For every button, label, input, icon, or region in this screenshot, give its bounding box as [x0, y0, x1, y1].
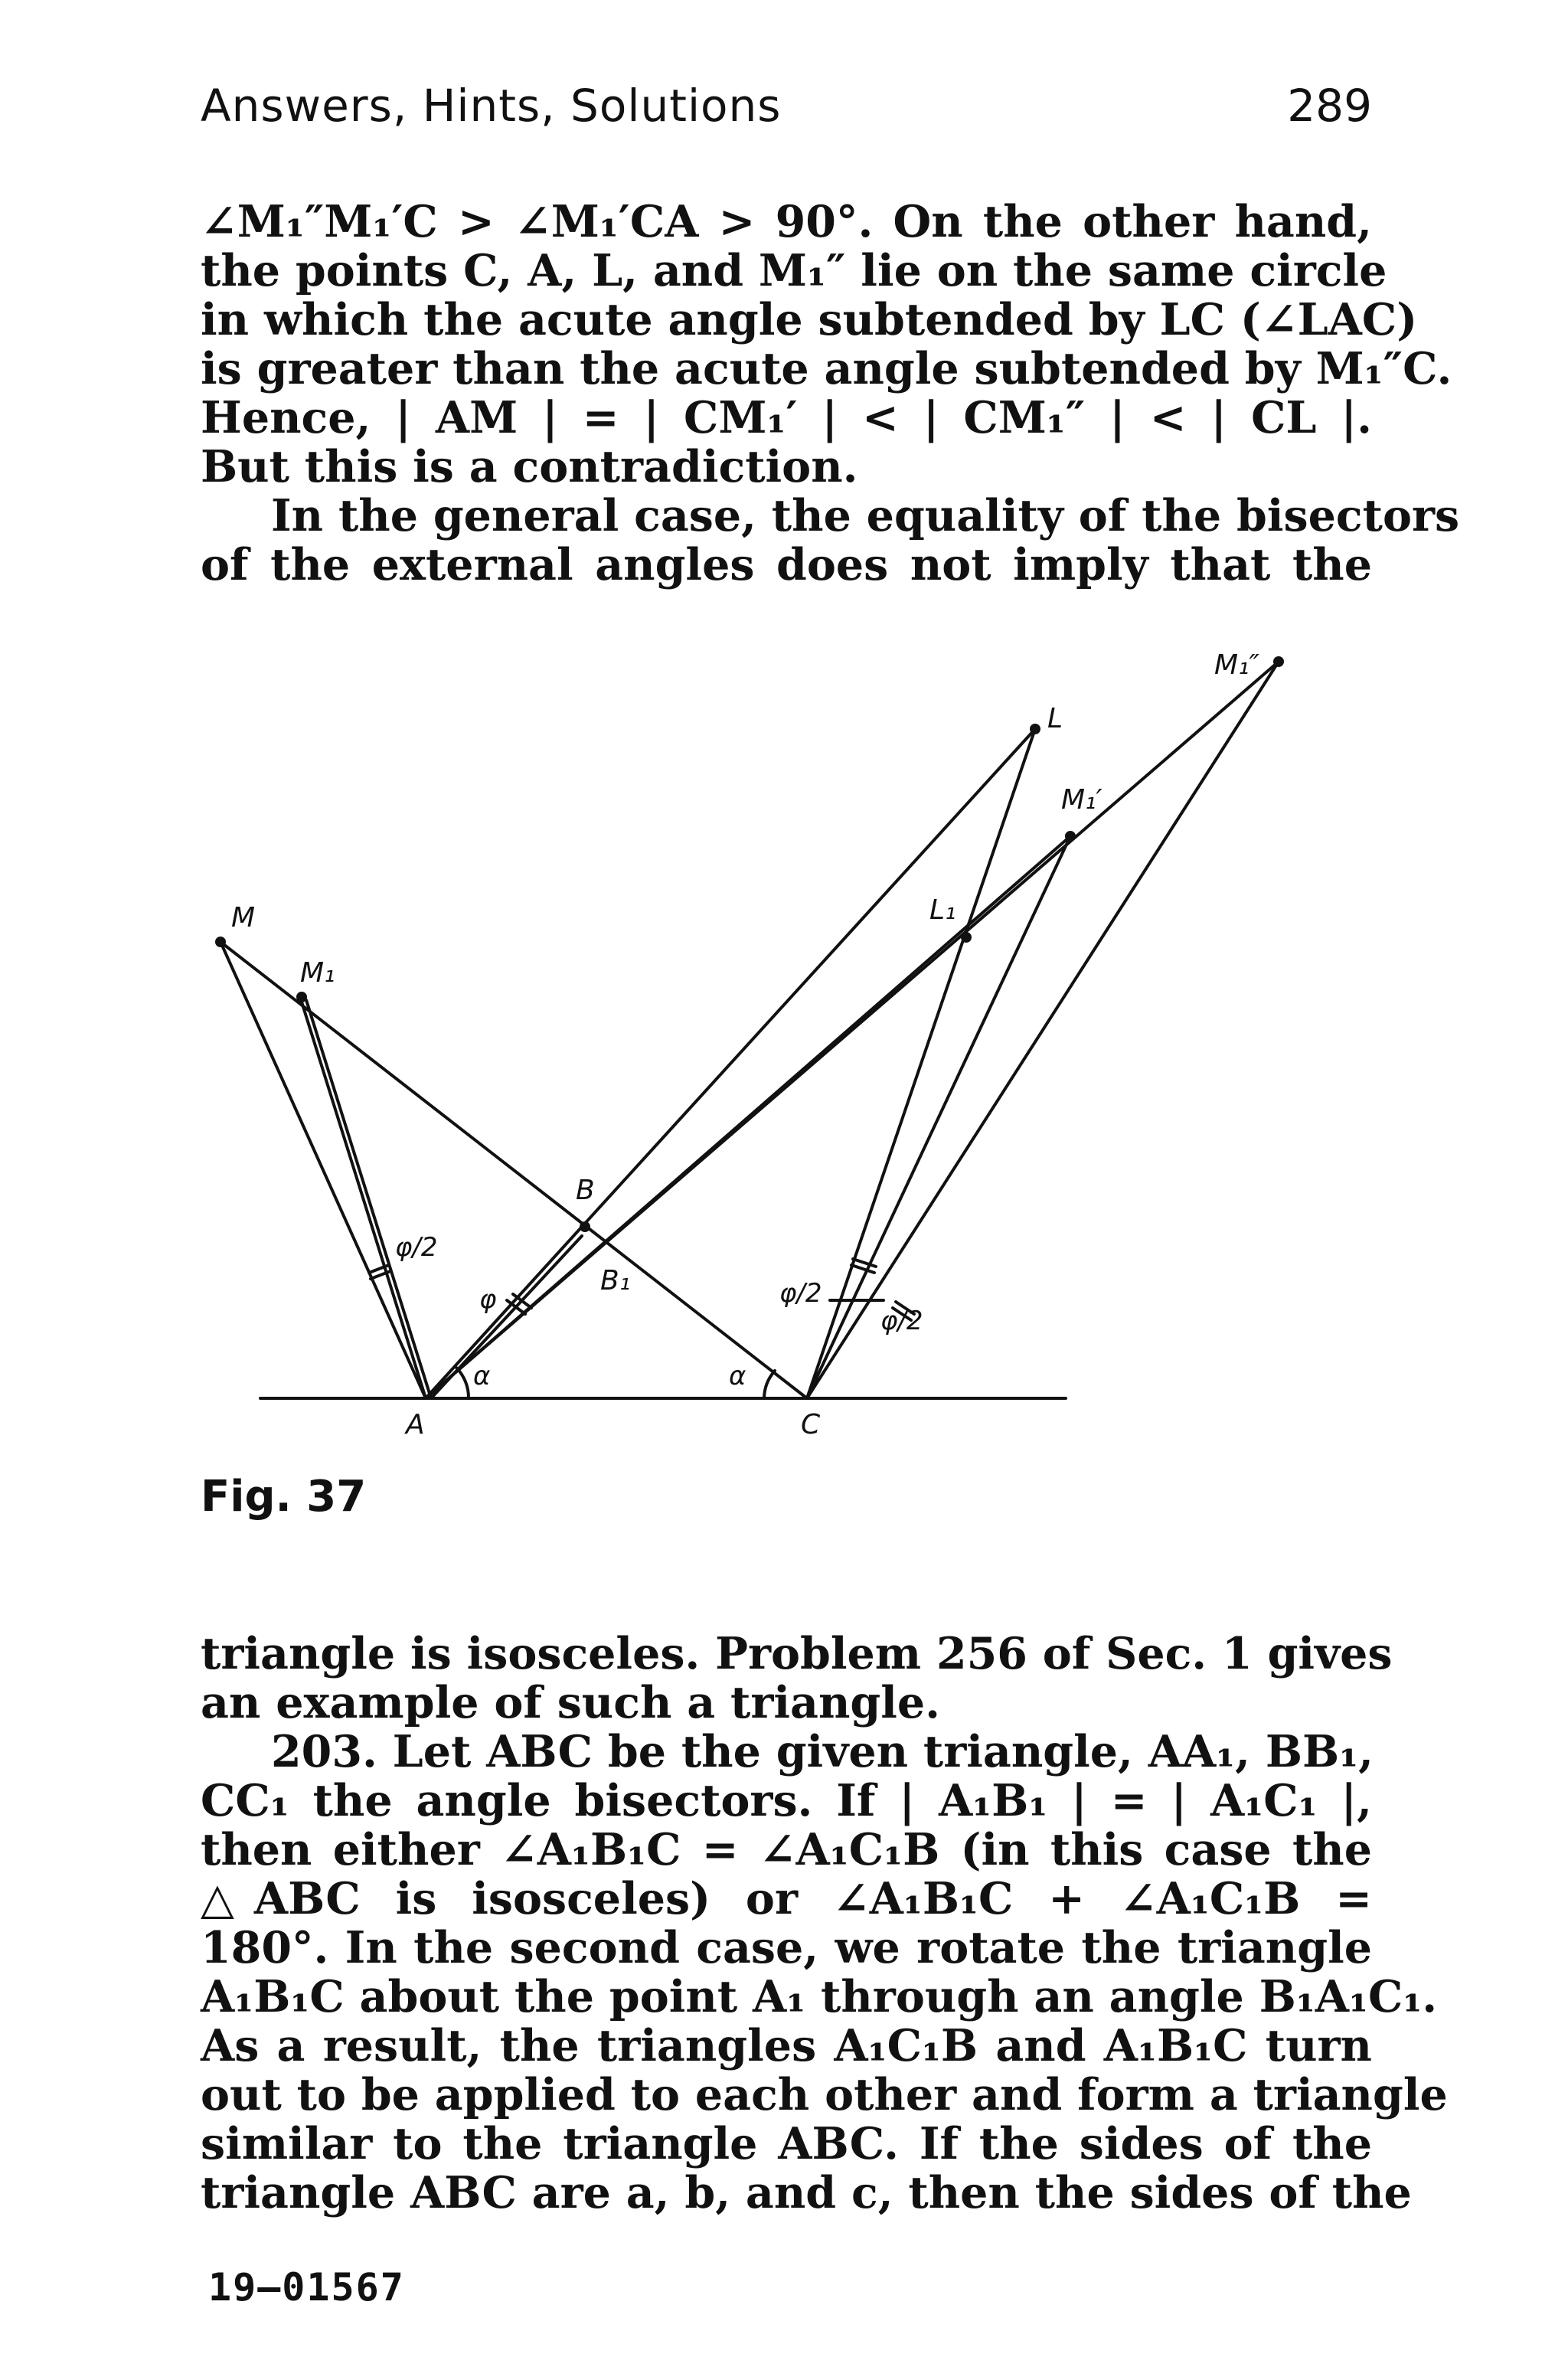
text-line: of the external angles does not imply that the	[201, 539, 1372, 590]
label-phi-half-left: φ/2	[395, 1232, 438, 1263]
point-L1	[961, 932, 972, 943]
label-alpha-A: α	[473, 1361, 491, 1391]
label-L1: L₁	[929, 894, 956, 926]
label-phi-half-c1: φ/2	[779, 1278, 822, 1309]
text-line: ∠M₁″M₁′C > ∠M₁′CA > 90°. On the other hand,	[201, 196, 1372, 247]
text-line: is greater than the acute angle subtended by M₁″C.	[201, 343, 1452, 394]
text-block-bottom	[201, 1628, 1448, 2218]
text-line: triangle ABC are a, b, and c, then the sides of the	[201, 2167, 1412, 2218]
segment-M1-A-inner	[306, 1000, 431, 1398]
label-M1pp: M₁″	[1214, 649, 1259, 681]
text-line: A₁B₁C about the point A₁ through an angle B₁A₁C₁.	[201, 1971, 1438, 2022]
text-line: triangle is isosceles. Problem 256 of Sec. 1 gives	[201, 1628, 1393, 1679]
text-line: 203. Let ABC be the given triangle, AA₁, BB₁,	[271, 1726, 1374, 1777]
text-line: CC₁ the angle bisectors. If | A₁B₁ | = | A₁C₁ |,	[201, 1775, 1372, 1826]
label-B: B	[576, 1175, 595, 1206]
text-line: then either ∠A₁B₁C = ∠A₁C₁B (in this case the	[201, 1824, 1372, 1875]
label-phi: φ	[479, 1284, 497, 1315]
label-B1: B₁	[600, 1265, 631, 1296]
point-M	[215, 937, 226, 947]
text-line: out to be applied to each other and form a triangle	[201, 2069, 1448, 2120]
text-line: As a result, the triangles A₁C₁B and A₁B₁C turn	[201, 2020, 1372, 2071]
text-line: 180°. In the second case, we rotate the triangle	[201, 1922, 1372, 1973]
point-B	[580, 1221, 590, 1232]
point-M1pp	[1273, 656, 1284, 667]
text-line: similar to the triangle ABC. If the sides of the	[201, 2118, 1372, 2169]
arc-alpha-C	[764, 1371, 775, 1398]
point-L	[1030, 724, 1040, 734]
label-A: A	[406, 1409, 425, 1440]
label-phi-half-c2: φ/2	[880, 1306, 923, 1336]
text-line: an example of such a triangle.	[201, 1677, 941, 1728]
segment-M-A	[220, 942, 426, 1398]
segment-A-M1p	[426, 836, 1070, 1398]
segment-C-L	[807, 729, 1035, 1398]
label-L: L	[1047, 703, 1063, 734]
segment-M1-A-outer	[300, 997, 426, 1398]
point-M1	[296, 992, 307, 1002]
label-M1: M₁	[300, 957, 335, 989]
label-alpha-C: α	[729, 1361, 746, 1391]
text-line: But this is a contradiction.	[201, 441, 858, 492]
text-line: In the general case, the equality of the bisectors	[271, 490, 1460, 541]
figure-caption: Fig. 37	[201, 1472, 367, 1522]
segment-A-B1	[431, 1236, 582, 1398]
text-line: Hence, | AM | = | CM₁′ | < | CM₁″ | < | CL |.	[201, 392, 1372, 443]
running-head: Answers, Hints, Solutions	[201, 80, 782, 132]
text-line: in which the acute angle subtended by LC (∠LAC)	[201, 294, 1418, 345]
text-line: △ABC is isosceles) or ∠A₁B₁C + ∠A₁C₁B =	[201, 1873, 1372, 1924]
label-M: M	[231, 902, 256, 933]
point-M1p	[1065, 831, 1076, 842]
label-C: C	[801, 1409, 821, 1440]
page-number: 289	[1287, 80, 1372, 132]
footer-signature-code: 19–01567	[208, 2265, 405, 2310]
text-line: the points C, A, L, and M₁″ lie on the same circle	[201, 245, 1387, 296]
segment-C-M1pp	[807, 662, 1279, 1398]
label-M1p: M₁′	[1061, 784, 1102, 816]
